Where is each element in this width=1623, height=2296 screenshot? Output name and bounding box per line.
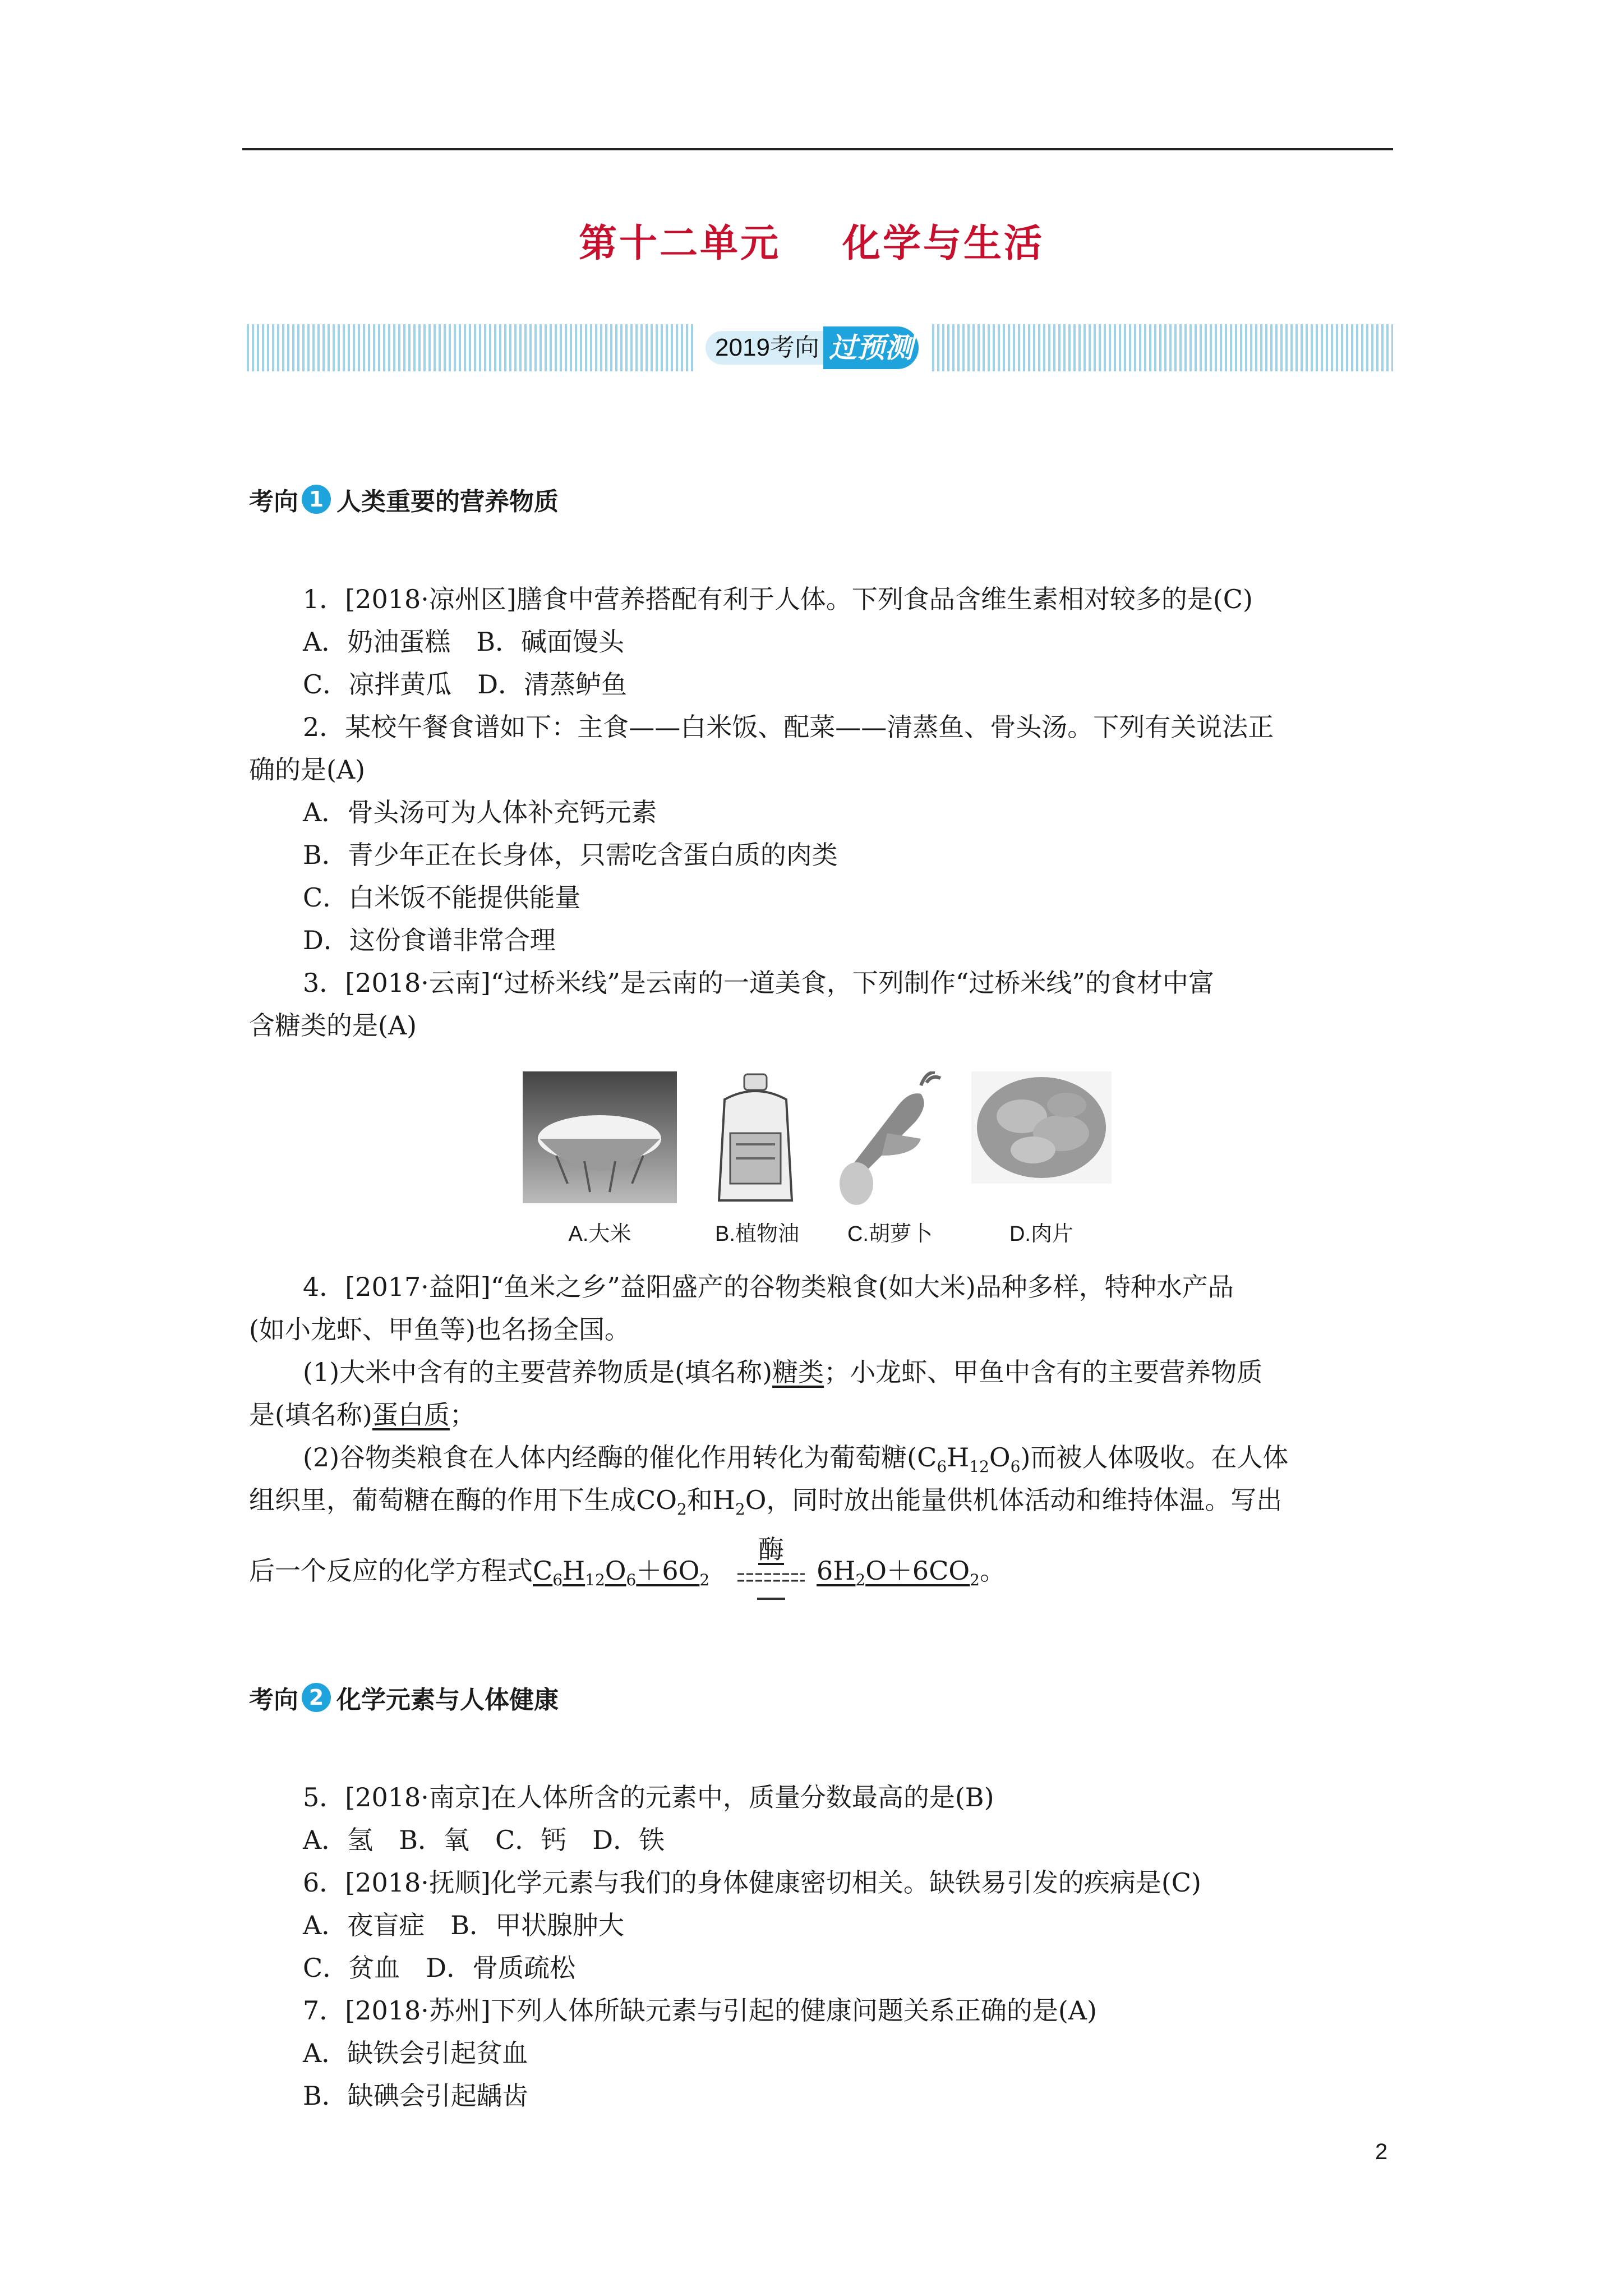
formula-text: H xyxy=(562,1556,585,1586)
reaction-condition xyxy=(735,1535,808,1609)
q7-option-b: B．缺碘会引起龋齿 xyxy=(303,2081,528,2111)
header-rule xyxy=(242,148,1393,150)
unit-label: 第十二单元 xyxy=(578,222,781,266)
section-title: 人类重要的营养物质 xyxy=(336,487,559,516)
q2-option-d: D．这份食谱非常合理 xyxy=(303,925,556,955)
q2-option-b: B．青少年正在长身体，只需吃含蛋白质的肉类 xyxy=(303,840,838,870)
formula-text: H xyxy=(947,1442,970,1473)
page-number: 2 xyxy=(1375,2139,1388,2164)
q1-options-cd: C．凉拌黄瓜 D．清蒸鲈鱼 xyxy=(303,669,628,700)
q4-answer-2: 蛋白质 xyxy=(372,1400,450,1430)
meat-slices-image xyxy=(971,1071,1112,1184)
equals-arrow xyxy=(735,1564,808,1603)
q3-food-images xyxy=(523,1071,1184,1246)
q4-stem-line1: 4．[2017·益阳]“鱼米之乡”益阳盛产的谷物类粮食(如大米)品种多样，特种水产品 xyxy=(303,1272,1234,1302)
q4-part1-text-c: 是(填名称) xyxy=(249,1400,372,1430)
q1-stem: 1．[2018·凉州区]膳食中营养搭配有利于人体。下列食品含维生素相对较多的是(C) xyxy=(303,584,1253,614)
banner-pill xyxy=(706,326,924,369)
banner-year: 2019考向 xyxy=(706,331,829,365)
section-heading-2 xyxy=(249,1680,559,1715)
formula-text: O＋6CO xyxy=(865,1556,970,1586)
banner-stripes-left xyxy=(247,324,695,371)
caption-rice: A.大米 xyxy=(568,1222,631,1246)
banner-stripes-right xyxy=(932,324,1393,371)
caption-oil: B.植物油 xyxy=(715,1222,799,1246)
q6-stem: 6．[2018·抚顺]化学元素与我们的身体健康密切相关。缺铁易引发的疾病是(C) xyxy=(303,1867,1201,1898)
q4-answer-1: 糖类 xyxy=(772,1357,824,1387)
page-title xyxy=(0,213,1623,268)
q4-part2-text: (2)谷物类粮食在人体内经酶的催化作用转化为葡萄糖(C xyxy=(303,1442,937,1473)
formula-text: C xyxy=(533,1556,553,1586)
formula-text: 。 xyxy=(979,1556,1006,1586)
subscript: 2 xyxy=(970,1571,980,1590)
q7-option-a: A．缺铁会引起贫血 xyxy=(303,2038,528,2068)
q4-part1-line1 xyxy=(303,1351,1262,1393)
banner-tag: 过预测 xyxy=(823,326,919,369)
equation-left xyxy=(533,1556,710,1590)
caption-carrot: C.胡萝卜 xyxy=(847,1222,933,1246)
oil-bottle-image xyxy=(713,1071,797,1206)
enzyme-label: 酶 xyxy=(758,1534,784,1565)
subscript: 2 xyxy=(676,1500,687,1519)
q4-part2-text-c: 后一个反应的化学方程式 xyxy=(249,1556,533,1586)
q4-part2-line2 xyxy=(249,1479,1282,1531)
topic-label: 化学与生活 xyxy=(842,222,1045,266)
subscript: 6 xyxy=(937,1457,947,1476)
q5-stem: 5．[2018·南京]在人体所含的元素中，质量分数最高的是(B) xyxy=(303,1782,994,1812)
carrot-image xyxy=(831,1071,943,1206)
q4-part2-text-end: )而被人体吸收。在人体 xyxy=(1020,1442,1289,1473)
section-heading-1 xyxy=(249,481,559,517)
section-label: 考向 xyxy=(249,487,298,516)
q2-option-a: A．骨头汤可为人体补充钙元素 xyxy=(303,797,657,827)
q5-options: A．氢 B．氧 C．钙 D．铁 xyxy=(303,1825,665,1855)
q3-stem-line2: 含糖类的是(A) xyxy=(249,1010,417,1041)
caption-meat: D.肉片 xyxy=(1009,1222,1073,1246)
forecast-banner xyxy=(247,324,1393,371)
formula-text: O xyxy=(605,1556,626,1586)
subscript: 6 xyxy=(552,1571,563,1590)
subscript: 12 xyxy=(969,1457,989,1476)
q2-option-c: C．白米饭不能提供能量 xyxy=(303,882,581,913)
subscript: 12 xyxy=(585,1571,605,1590)
q2-stem-line2: 确的是(A) xyxy=(249,754,366,785)
subscript: 2 xyxy=(699,1571,710,1590)
q2-stem-line1: 2．某校午餐食谱如下：主食——白米饭、配菜——清蒸鱼、骨头汤。下列有关说法正 xyxy=(303,712,1274,742)
q3-stem-line1: 3．[2018·云南]“过桥米线”是云南的一道美食，下列制作“过桥米线”的食材中富 xyxy=(303,968,1214,998)
section-label: 考向 xyxy=(249,1686,298,1714)
subscript: 6 xyxy=(626,1571,637,1590)
subscript: 6 xyxy=(1010,1457,1021,1476)
subscript: 2 xyxy=(855,1571,866,1590)
formula-text: 6H xyxy=(817,1556,856,1586)
q7-stem: 7．[2018·苏州]下列人体所缺元素与引起的健康问题关系正确的是(A) xyxy=(303,1995,1097,2026)
rice-image xyxy=(523,1071,677,1203)
q1-options-ab: A．奶油蛋糕 B．碱面馒头 xyxy=(303,627,625,657)
formula-text: ＋6O xyxy=(636,1556,700,1586)
q6-options-cd: C．贫血 D．骨质疏松 xyxy=(303,1953,576,1983)
formula-text: 和H xyxy=(686,1485,735,1515)
equation-right xyxy=(817,1556,980,1590)
q4-equation-right xyxy=(817,1549,1006,1602)
q4-part1-text: (1)大米中含有的主要营养物质是(填名称) xyxy=(303,1357,773,1387)
q4-part1-text-d: ； xyxy=(449,1400,476,1430)
q4-part2-line3 xyxy=(249,1549,709,1602)
q6-options-ab: A．夜盲症 B．甲状腺肿大 xyxy=(303,1910,625,1940)
q4-part1-line2 xyxy=(249,1393,476,1436)
q4-part2-text-end-b: O，同时放出能量供机体活动和维持体温。写出 xyxy=(745,1485,1283,1515)
q4-part2-text-b: 组织里，葡萄糖在酶的作用下生成CO xyxy=(249,1485,677,1515)
q4-stem-line2: (如小龙虾、甲鱼等)也名扬全国。 xyxy=(249,1314,630,1345)
subscript: 2 xyxy=(735,1500,745,1519)
section-number-badge: 2 xyxy=(302,1683,331,1712)
q4-part1-text-b: ；小龙虾、甲鱼中含有的主要营养物质 xyxy=(824,1357,1263,1387)
formula-text: O xyxy=(989,1442,1011,1473)
section-number-badge: 1 xyxy=(302,485,331,514)
section-title: 化学元素与人体健康 xyxy=(336,1686,559,1714)
